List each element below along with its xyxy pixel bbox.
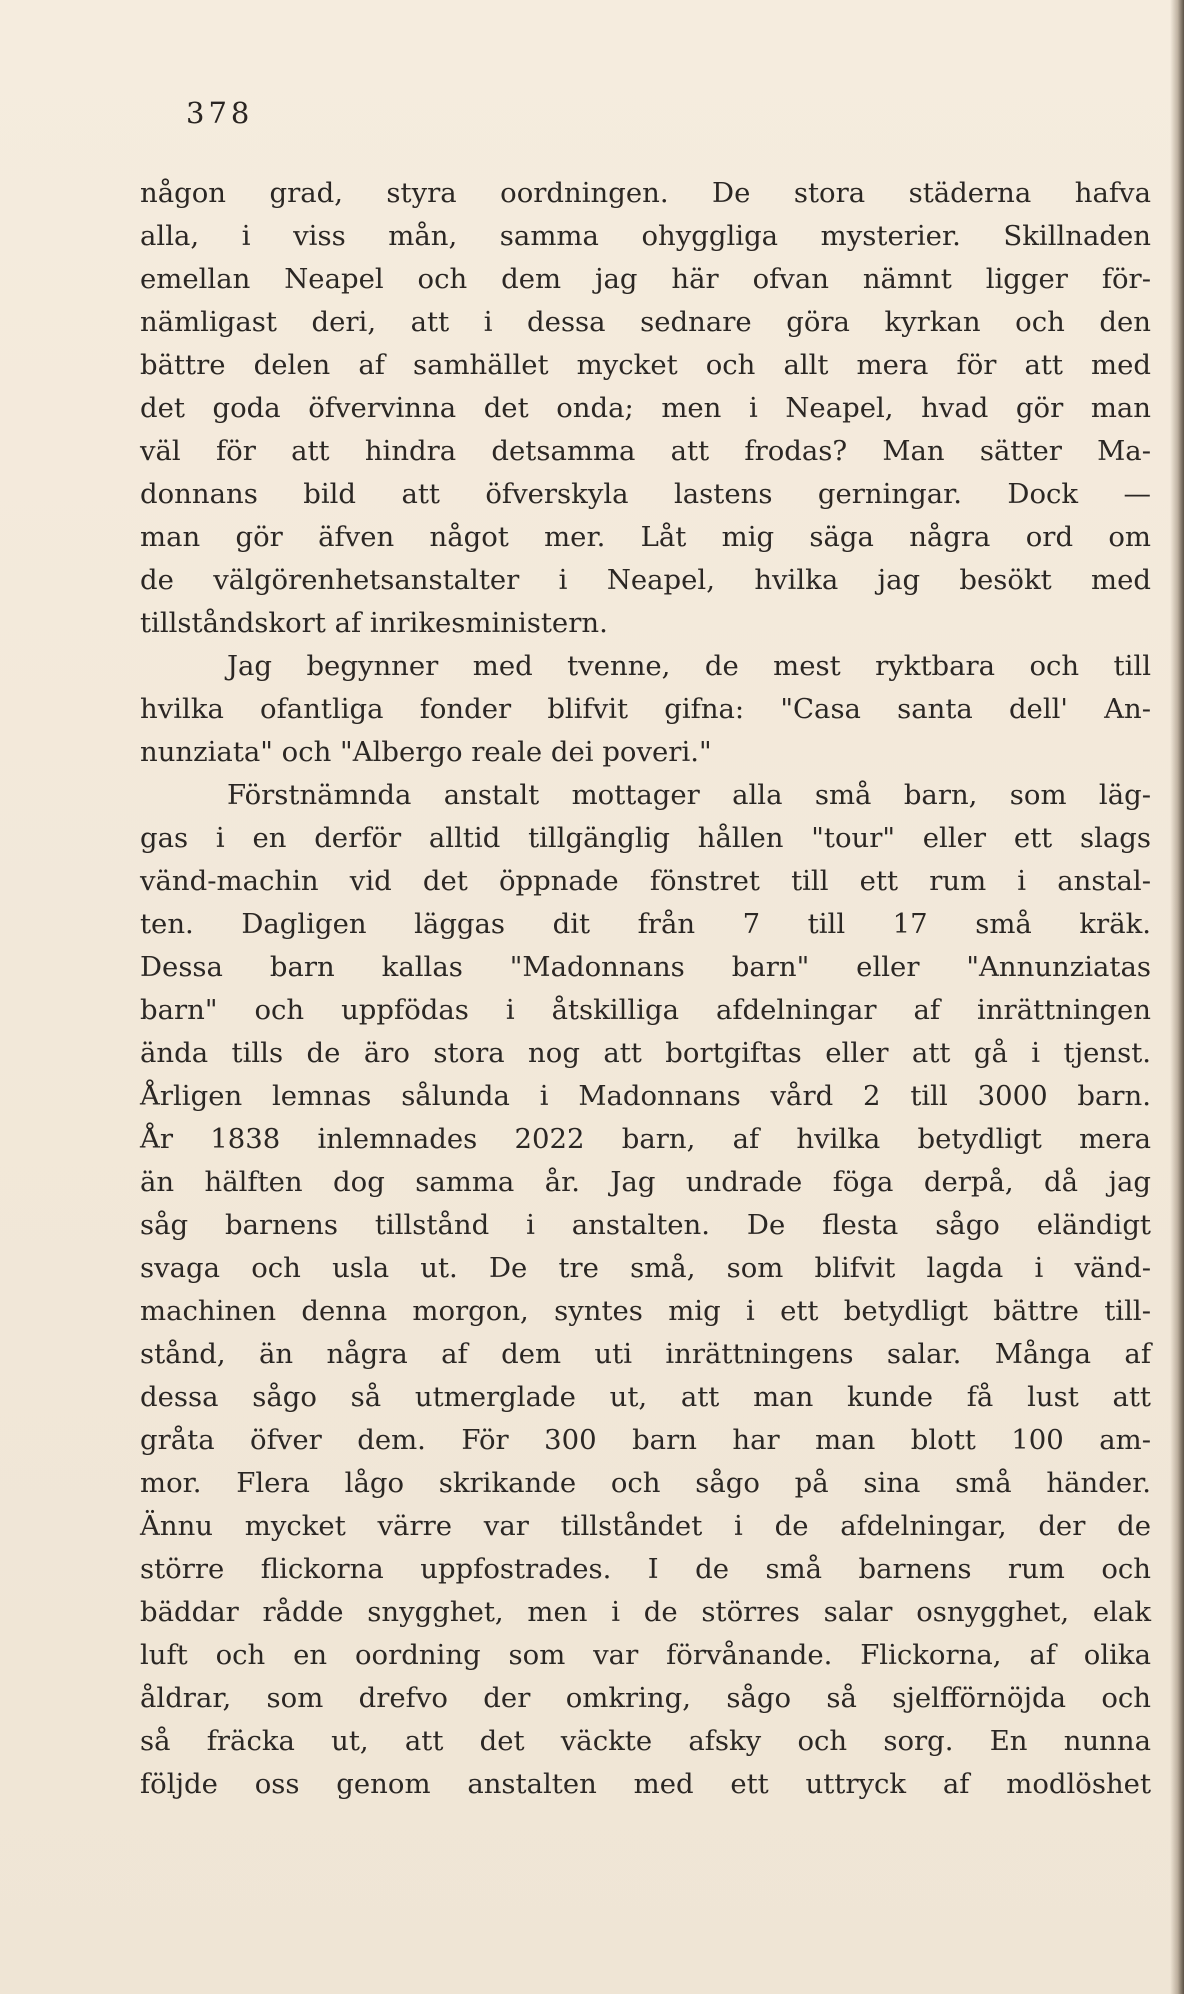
text-line: nämligast deri, att i dessa sednare göra kyrkan och den <box>140 306 1151 338</box>
text-line: såg barnens tillstånd i anstalten. De flesta sågo eländigt <box>140 1209 1151 1241</box>
text-line: ten. Dagligen läggas dit från 7 till 17 små kräk. <box>140 908 1151 940</box>
text-line: luft och en oordning som var förvånande. Flickorna, af olika <box>140 1639 1151 1671</box>
text-line: svaga och usla ut. De tre små, som blifvit lagda i vänd- <box>140 1252 1151 1284</box>
text-line: följde oss genom anstalten med ett uttryck af modlöshet <box>140 1768 1151 1800</box>
text-line: År 1838 inlemnades 2022 barn, af hvilka betydligt mera <box>140 1123 1151 1155</box>
text-line: donnans bild att öfverskyla lastens gerningar. Dock — <box>140 478 1151 510</box>
text-line: barn" och uppfödas i åtskilliga afdelningar af inrättningen <box>140 994 1151 1026</box>
text-line: ända tills de äro stora nog att bortgiftas eller att gå i tjenst. <box>140 1037 1151 1069</box>
text-line: dessa sågo så utmerglade ut, att man kunde få lust att <box>140 1381 1151 1413</box>
text-line: de välgörenhetsanstalter i Neapel, hvilka jag besökt med <box>140 564 1151 596</box>
body-text <box>140 172 1151 1806</box>
text-line: det goda öfvervinna det onda; men i Neapel, hvad gör man <box>140 392 1151 424</box>
text-line: man gör äfven något mer. Låt mig säga några ord om <box>140 521 1151 553</box>
text-line: så fräcka ut, att det väckte afsky och sorg. En nunna <box>140 1725 1151 1757</box>
text-line: alla, i viss mån, samma ohyggliga mysterier. Skillnaden <box>140 220 1151 252</box>
text-line: Ännu mycket värre var tillståndet i de afdelningar, der de <box>140 1510 1151 1542</box>
text-line: machinen denna morgon, syntes mig i ett betydligt bättre till- <box>140 1295 1151 1327</box>
text-line: gråta öfver dem. För 300 barn har man blott 100 am- <box>140 1424 1151 1456</box>
text-line: vänd-machin vid det öppnade fönstret till ett rum i anstal- <box>140 865 1151 897</box>
text-line: någon grad, styra oordningen. De stora städerna hafva <box>140 177 1151 209</box>
text-line: emellan Neapel och dem jag här ofvan nämnt ligger för- <box>140 263 1151 295</box>
text-line: Förstnämnda anstalt mottager alla små barn, som läg- <box>227 779 1151 811</box>
text-line: väl för att hindra detsamma att frodas? Man sätter Ma- <box>140 435 1151 467</box>
text-line: större flickorna uppfostrades. I de små barnens rum och <box>140 1553 1151 1585</box>
text-line: åldrar, som drefvo der omkring, sågo så sjelfförnöjda och <box>140 1682 1151 1714</box>
text-line: hvilka ofantliga fonder blifvit gifna: "Casa santa dell' An- <box>140 693 1151 725</box>
text-line: nunziata" och "Albergo reale dei poveri." <box>140 736 712 768</box>
text-line: Jag begynner med tvenne, de mest ryktbara och till <box>227 650 1151 682</box>
text-line: bättre delen af samhället mycket och allt mera för att med <box>140 349 1151 381</box>
text-line: stånd, än några af dem uti inrättningens salar. Många af <box>140 1338 1151 1370</box>
page-number: 378 <box>186 96 254 130</box>
text-line: gas i en derför alltid tillgänglig hållen "tour" eller ett slags <box>140 822 1151 854</box>
page-edge-shadow <box>1170 0 1184 1994</box>
text-line: Årligen lemnas sålunda i Madonnans vård 2 till 3000 barn. <box>140 1080 1151 1112</box>
text-line: bäddar rådde snygghet, men i de störres salar osnygghet, elak <box>140 1596 1151 1628</box>
text-line: Dessa barn kallas "Madonnans barn" eller "Annunziatas <box>140 951 1151 983</box>
text-line: än hälften dog samma år. Jag undrade föga derpå, då jag <box>140 1166 1151 1198</box>
text-line: tillståndskort af inrikesministern. <box>140 607 608 639</box>
text-line: mor. Flera lågo skrikande och sågo på sina små händer. <box>140 1467 1151 1499</box>
